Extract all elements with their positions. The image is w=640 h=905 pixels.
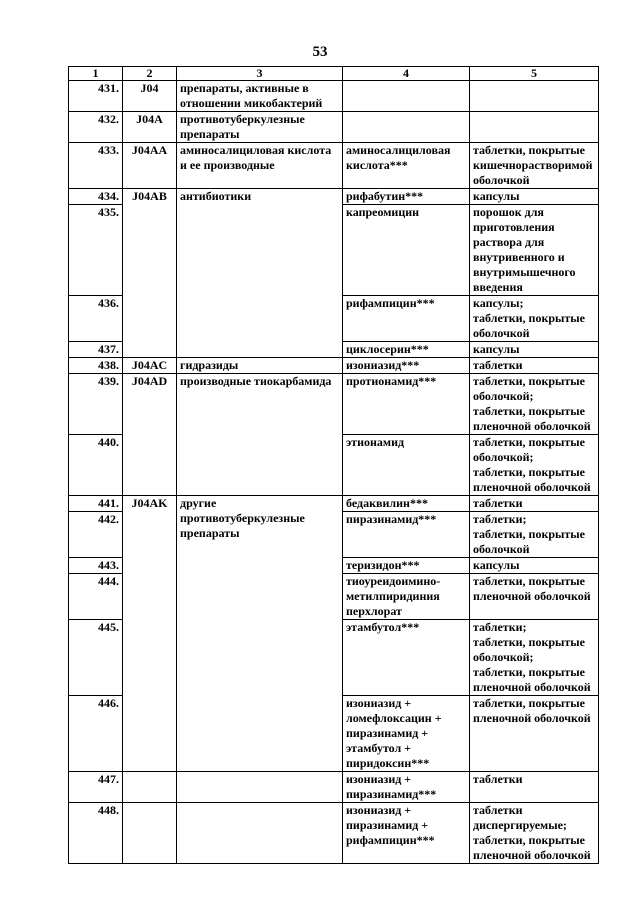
drug-name: циклосерин*** bbox=[343, 342, 470, 358]
dosage-form bbox=[470, 189, 599, 205]
row-number: 432. bbox=[69, 112, 123, 143]
group-name: препараты, активные в отношении микобактерий bbox=[177, 81, 343, 112]
text-line: таблетки, покрытые оболочкой; bbox=[473, 635, 585, 664]
text-line: таблетки, покрытые пленочной оболочкой bbox=[473, 665, 591, 694]
text-line: таблетки, покрытые пленочной оболочкой bbox=[473, 833, 591, 862]
dosage-form bbox=[470, 696, 599, 772]
row-number: 433. bbox=[69, 143, 123, 189]
row-number: 438. bbox=[69, 358, 123, 374]
text-line: таблетки bbox=[473, 358, 523, 372]
text-line: капсулы bbox=[473, 189, 520, 203]
table-row bbox=[69, 803, 599, 864]
row-number: 435. bbox=[69, 205, 123, 296]
dosage-form bbox=[470, 620, 599, 696]
drug-name: рифабутин*** bbox=[343, 189, 470, 205]
table-row bbox=[69, 374, 599, 435]
table-row bbox=[69, 112, 599, 143]
text-line: таблетки, покрытые оболочкой bbox=[473, 527, 585, 556]
drug-name: пиразинамид*** bbox=[343, 512, 470, 558]
row-number: 446. bbox=[69, 696, 123, 772]
drug-name: рифампицин*** bbox=[343, 296, 470, 342]
text-line: таблетки, покрытые оболочкой; bbox=[473, 435, 585, 464]
drug-name: изониазид*** bbox=[343, 358, 470, 374]
dosage-form bbox=[470, 435, 599, 496]
atc-code: J04AK bbox=[123, 496, 177, 772]
text-line: таблетки диспергируемые; bbox=[473, 803, 567, 832]
drug-name: капреомицин bbox=[343, 205, 470, 296]
dosage-form bbox=[470, 296, 599, 342]
atc-code: J04A bbox=[123, 112, 177, 143]
drug-name: этамбутол*** bbox=[343, 620, 470, 696]
dosage-form bbox=[470, 803, 599, 864]
drug-name: этионамид bbox=[343, 435, 470, 496]
dosage-form bbox=[470, 574, 599, 620]
table-row bbox=[69, 81, 599, 112]
header-col-4: 4 bbox=[343, 67, 470, 81]
row-number: 434. bbox=[69, 189, 123, 205]
text-line: таблетки, покрытые пленочной оболочкой bbox=[473, 465, 591, 494]
atc-code: J04AC bbox=[123, 358, 177, 374]
table-row bbox=[69, 772, 599, 803]
dosage-form bbox=[470, 81, 599, 112]
row-number: 441. bbox=[69, 496, 123, 512]
text-line: капсулы bbox=[473, 558, 520, 572]
dosage-form bbox=[470, 558, 599, 574]
row-number: 444. bbox=[69, 574, 123, 620]
atc-code: J04AD bbox=[123, 374, 177, 496]
atc-code bbox=[123, 772, 177, 803]
drug-name: изониазид + пиразинамид*** bbox=[343, 772, 470, 803]
drug-name: изониазид + ломефлоксацин + пиразинамид + этамбутол + пиридоксин*** bbox=[343, 696, 470, 772]
dosage-form bbox=[470, 374, 599, 435]
table-header-row bbox=[69, 67, 599, 81]
group-name: производные тиокарбамида bbox=[177, 374, 343, 496]
dosage-form bbox=[470, 358, 599, 374]
header-col-1: 1 bbox=[69, 67, 123, 81]
text-line: капсулы; bbox=[473, 296, 524, 310]
text-line: таблетки, покрытые пленочной оболочкой bbox=[473, 574, 591, 603]
group-name: гидразиды bbox=[177, 358, 343, 374]
row-number: 445. bbox=[69, 620, 123, 696]
text-line: таблетки, покрытые пленочной оболочкой bbox=[473, 696, 591, 725]
group-name: антибиотики bbox=[177, 189, 343, 358]
text-line: таблетки, покрытые кишечнорастворимой оболочкой bbox=[473, 143, 593, 187]
drug-name: тиоуреидоимино-метилпиридиния перхлорат bbox=[343, 574, 470, 620]
table-row bbox=[69, 496, 599, 512]
page-number: 53 bbox=[312, 44, 328, 60]
row-number: 443. bbox=[69, 558, 123, 574]
atc-code: J04AB bbox=[123, 189, 177, 358]
group-name bbox=[177, 803, 343, 864]
row-number: 431. bbox=[69, 81, 123, 112]
text-line: таблетки bbox=[473, 772, 523, 786]
header-col-2: 2 bbox=[123, 67, 177, 81]
drug-name: теризидон*** bbox=[343, 558, 470, 574]
dosage-form bbox=[470, 205, 599, 296]
row-number: 437. bbox=[69, 342, 123, 358]
drug-name bbox=[343, 81, 470, 112]
text-line: таблетки, покрытые оболочкой bbox=[473, 311, 585, 340]
drug-name: изониазид + пиразинамид + рифампицин*** bbox=[343, 803, 470, 864]
group-name: противотуберкулезные препараты bbox=[177, 112, 343, 143]
text-line: таблетки; bbox=[473, 620, 527, 634]
text-line: капсулы bbox=[473, 342, 520, 356]
dosage-form bbox=[470, 772, 599, 803]
drug-name: аминосалициловая кислота*** bbox=[343, 143, 470, 189]
row-number: 440. bbox=[69, 435, 123, 496]
text-line: порошок для приготовления раствора для внутривенного и внутримышечного введения bbox=[473, 205, 576, 294]
dosage-form bbox=[470, 342, 599, 358]
row-number: 439. bbox=[69, 374, 123, 435]
atc-code bbox=[123, 803, 177, 864]
row-number: 442. bbox=[69, 512, 123, 558]
row-number: 436. bbox=[69, 296, 123, 342]
header-col-3: 3 bbox=[177, 67, 343, 81]
drug-list-table bbox=[68, 66, 599, 864]
table-row bbox=[69, 143, 599, 189]
group-name: другие противотуберкулезные препараты bbox=[177, 496, 343, 772]
group-name bbox=[177, 772, 343, 803]
drug-name: бедаквилин*** bbox=[343, 496, 470, 512]
drug-name bbox=[343, 112, 470, 143]
dosage-form bbox=[470, 143, 599, 189]
text-line: таблетки, покрытые оболочкой; bbox=[473, 374, 585, 403]
drug-name: протионамид*** bbox=[343, 374, 470, 435]
atc-code: J04 bbox=[123, 81, 177, 112]
atc-code: J04AA bbox=[123, 143, 177, 189]
dosage-form bbox=[470, 496, 599, 512]
text-line: таблетки bbox=[473, 496, 523, 510]
text-line: таблетки, покрытые пленочной оболочкой bbox=[473, 404, 591, 433]
dosage-form bbox=[470, 112, 599, 143]
table-row bbox=[69, 358, 599, 374]
group-name: аминосалициловая кислота и ее производные bbox=[177, 143, 343, 189]
row-number: 447. bbox=[69, 772, 123, 803]
dosage-form bbox=[470, 512, 599, 558]
text-line: таблетки; bbox=[473, 512, 527, 526]
row-number: 448. bbox=[69, 803, 123, 864]
table-row bbox=[69, 189, 599, 205]
header-col-5: 5 bbox=[470, 67, 599, 81]
